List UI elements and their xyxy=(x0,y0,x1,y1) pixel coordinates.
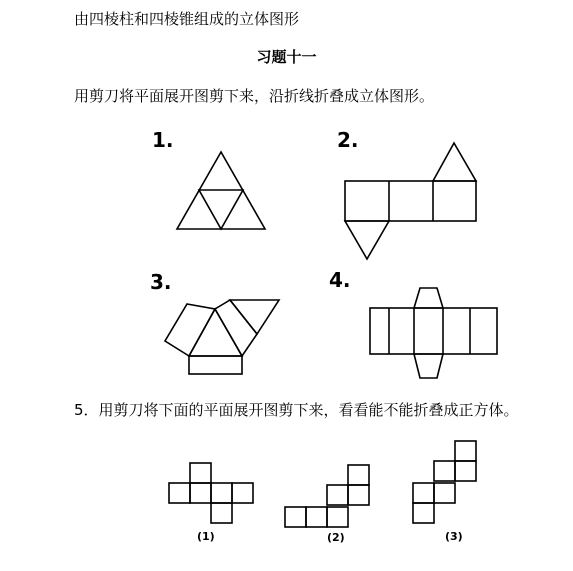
figure-number-3: 3. xyxy=(150,270,172,294)
figure-3-composite-net xyxy=(165,300,279,374)
cube-net-1 xyxy=(169,463,253,523)
figure-4-hexagonal-prism-net xyxy=(370,288,497,378)
figure-1-triangle-net xyxy=(177,152,265,229)
instruction-cube-nets: 5．用剪刀将下面的平面展开图剪下来，看看能不能折叠成正方体。 xyxy=(74,401,519,419)
net-caption-2: (2) xyxy=(327,531,345,544)
figure-2-prism-net xyxy=(345,143,476,259)
exercise-title: 习题十一 xyxy=(256,48,317,66)
instruction-fold-solids: 用剪刀将平面展开图剪下来，沿折线折叠成立体图形。 xyxy=(74,87,435,105)
cube-net-2 xyxy=(285,465,369,527)
net-caption-3: (3) xyxy=(445,530,463,543)
page-subtitle: 由四棱柱和四棱锥组成的立体图形 xyxy=(74,10,300,28)
figure-number-2: 2. xyxy=(337,128,359,152)
net-caption-1: (1) xyxy=(197,530,215,543)
figure-number-1: 1. xyxy=(152,128,174,152)
figure-number-4: 4. xyxy=(329,268,351,292)
cube-net-3 xyxy=(413,441,476,523)
